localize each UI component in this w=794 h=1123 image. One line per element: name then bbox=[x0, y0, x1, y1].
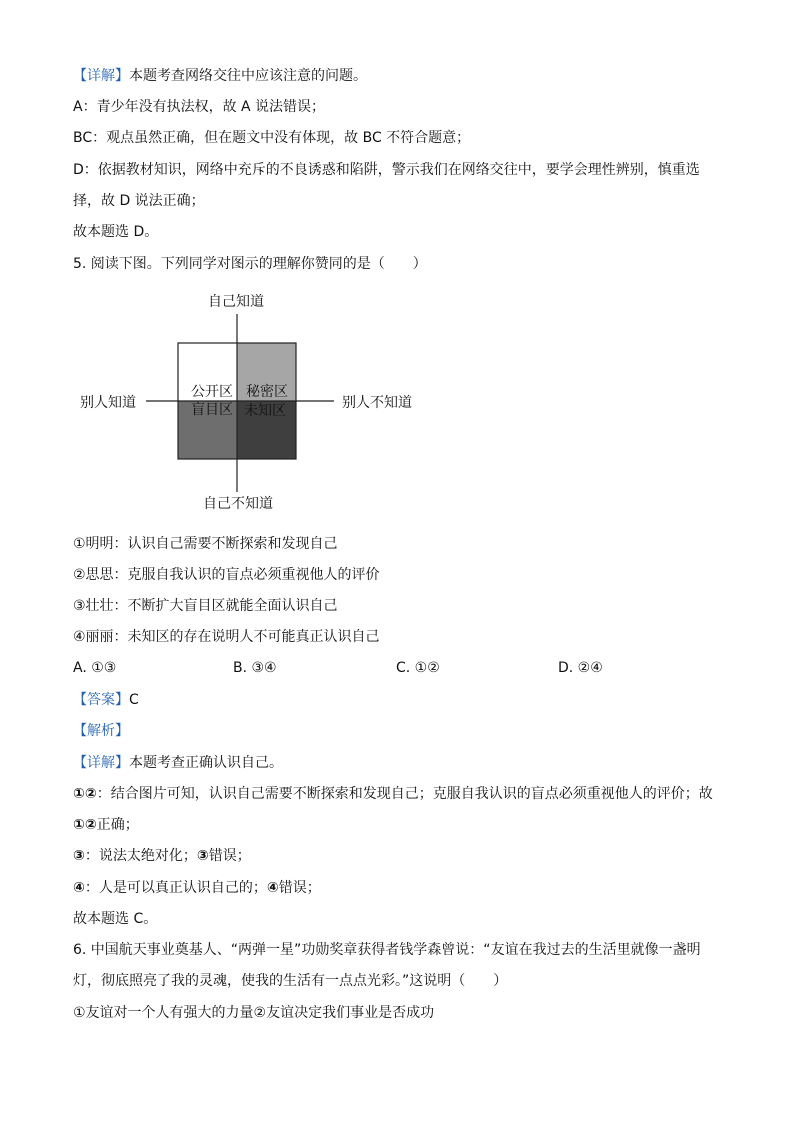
conclusion-2: 故本题选 C。 bbox=[73, 911, 158, 927]
explanation-d-line2: 择，故 D 说法正确； bbox=[73, 193, 205, 209]
explanation-12-text: ：结合图片可知，认识自己需要不断探索和发现自己；克服自我认识的盲点必须重视他人的评价；故 bbox=[96, 786, 713, 802]
detail-label: 【详解】 bbox=[73, 68, 129, 84]
explanation-12 bbox=[73, 784, 713, 804]
detail-line-2 bbox=[73, 753, 283, 773]
explanation-d-line1: D：依据教材知识，网络中充斥的不良诱惑和陷阱，警示我们在网络交往中，要学会理性辨别，慎重选 bbox=[73, 162, 700, 178]
ref-4-mid: ④ bbox=[266, 880, 279, 896]
label-others-known: 别人知道 bbox=[80, 395, 136, 411]
detail-text-2: 本题考查正确认识自己。 bbox=[129, 755, 283, 771]
statement-4: ④丽丽：未知区的存在说明人不可能真正认识自己 bbox=[73, 629, 380, 645]
explanation-3 bbox=[73, 846, 251, 866]
statement-1: ①明明：认识自己需要不断探索和发现自己 bbox=[73, 536, 338, 552]
question-6-statement-1: ①友谊对一个人有强大的力量②友谊决定我们事业是否成功 bbox=[73, 1005, 435, 1021]
label-others-unknown: 别人不知道 bbox=[342, 395, 412, 411]
question-5-stem: 5. 阅读下图。下列同学对图示的理解你赞同的是（ ） bbox=[73, 256, 427, 272]
label-self-known: 自己知道 bbox=[208, 294, 264, 310]
option-d: D. ②④ bbox=[558, 660, 603, 676]
detail-text: 本题考查网络交往中应该注意的问题。 bbox=[129, 68, 367, 84]
explanation-12-cont-text: 正确； bbox=[96, 817, 139, 833]
question-6-stem-line1: 6. 中国航天事业奠基人、“两弹一星”功勋奖章获得者钱学森曾说：“友谊在我过去的生活里就像一盏明 bbox=[73, 942, 701, 958]
secret-zone-label: 秘密区 bbox=[246, 384, 288, 400]
answer-line bbox=[73, 690, 139, 710]
statement-3: ③壮壮：不断扩大盲目区就能全面认识自己 bbox=[73, 598, 338, 614]
answer-label: 【答案】 bbox=[73, 692, 129, 708]
unknown-zone-label: 未知区 bbox=[244, 403, 286, 419]
open-zone-label: 公开区 bbox=[191, 384, 233, 400]
option-b: B. ③④ bbox=[233, 660, 277, 676]
explanation-12-cont bbox=[73, 815, 139, 835]
detail-label-2: 【详解】 bbox=[73, 755, 129, 771]
option-a: A. ①③ bbox=[73, 660, 117, 676]
ref-12: ①② bbox=[73, 786, 97, 802]
explanation-3-text: ：说法太绝对化； bbox=[84, 848, 197, 864]
explanation-4-end: 错误； bbox=[278, 880, 321, 896]
statement-2: ②思思：克服自我认识的盲点必须重视他人的评价 bbox=[73, 567, 380, 583]
ref-4: ④ bbox=[73, 880, 85, 896]
explanation-4 bbox=[73, 878, 321, 898]
explanation-3-end: 错误； bbox=[208, 848, 251, 864]
ref-3: ③ bbox=[73, 848, 85, 864]
label-self-unknown: 自己不知道 bbox=[203, 496, 273, 512]
conclusion-1: 故本题选 D。 bbox=[73, 224, 159, 240]
ref-12-cont: ①② bbox=[73, 817, 97, 833]
explanation-4-text: ：人是可以真正认识自己的； bbox=[84, 880, 267, 896]
analysis-label: 【解析】 bbox=[73, 723, 129, 739]
ref-3-mid: ③ bbox=[196, 848, 209, 864]
blind-zone-label: 盲目区 bbox=[191, 402, 233, 418]
explanation-a: A：青少年没有执法权，故 A 说法错误； bbox=[73, 99, 326, 115]
option-c: C. ①② bbox=[396, 660, 440, 676]
answer-value: C bbox=[129, 692, 139, 708]
question-6-stem-line2: 灯，彻底照亮了我的灵魂，使我的生活有一点点光彩。”这说明（ ） bbox=[73, 973, 508, 989]
explanation-bc: BC：观点虽然正确，但在题文中没有体现，故 BC 不符合题意； bbox=[73, 130, 471, 146]
